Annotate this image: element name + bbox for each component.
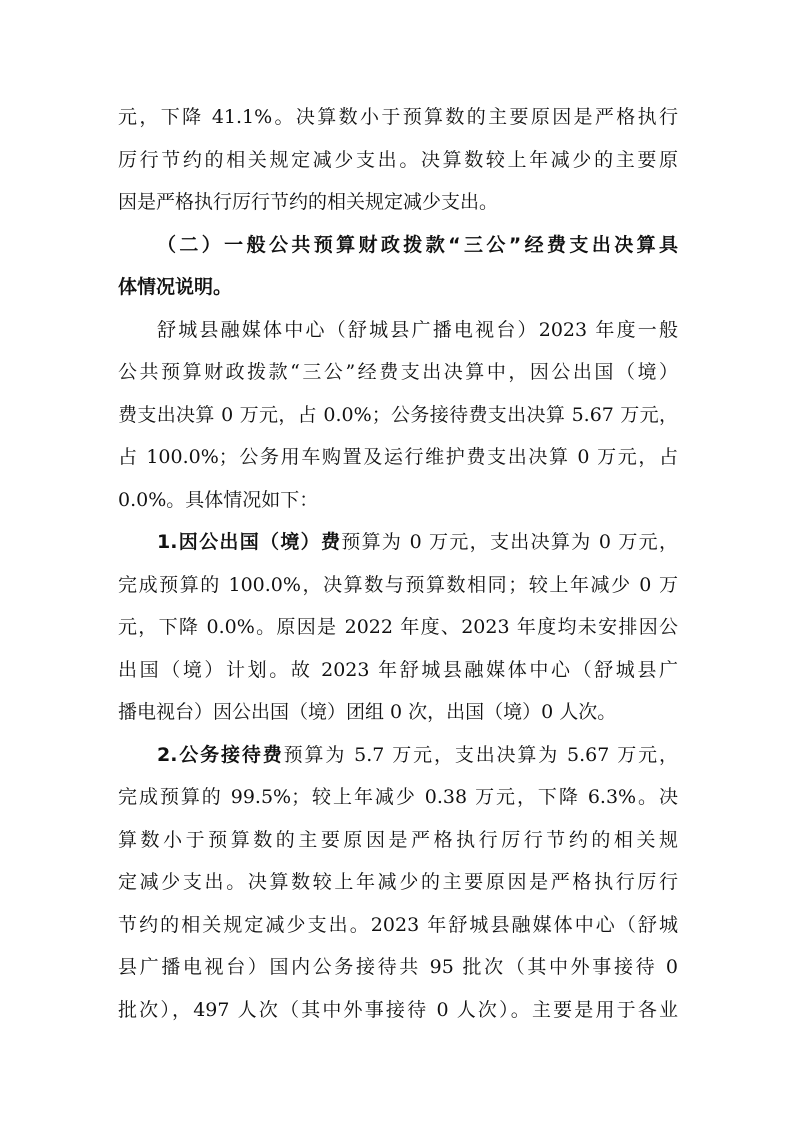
body-text-line: 出国（境）计划。故 2023 年舒城县融媒体中心（舒城县广 bbox=[118, 659, 678, 681]
body-text-line: 节约的相关规定减少支出。2023 年舒城县融媒体中心（舒城 bbox=[118, 914, 678, 936]
body-text-line: 元，下降 0.0%。原因是 2022 年度、2023 年度均未安排因公 bbox=[118, 616, 678, 638]
body-text-line: 元，下降 41.1%。决算数小于预算数的主要原因是严格执行 bbox=[118, 106, 678, 128]
body-text-line: 费支出决算 0 万元，占 0.0%；公务接待费支出决算 5.67 万元， bbox=[118, 404, 678, 426]
item-2-title: 2.公务接待费 bbox=[157, 744, 284, 766]
body-text-line: 县广播电视台）国内公务接待共 95 批次（其中外事接待 0 bbox=[118, 956, 678, 978]
body-text-line: 舒城县融媒体中心（舒城县广播电视台）2023 年度一般 bbox=[157, 319, 678, 341]
body-text-line: 完成预算的 100.0%，决算数与预算数相同；较上年减少 0 万 bbox=[118, 574, 678, 596]
item-2-line bbox=[157, 739, 678, 771]
body-text-line: 0.0%。具体情况如下： bbox=[118, 489, 319, 511]
item-1-line bbox=[157, 526, 678, 558]
section-heading: （二）一般公共预算财政拨款“三公”经费支出决算具 bbox=[157, 234, 678, 256]
body-text-line: 完成预算的 99.5%；较上年减少 0.38 万元，下降 6.3%。决 bbox=[118, 786, 678, 808]
body-text-line: 播电视台）因公出国（境）团组 0 次，出国（境）0 人次。 bbox=[118, 701, 617, 723]
item-1-text: 预算为 0 万元，支出决算为 0 万元， bbox=[341, 531, 678, 553]
body-text-line: 占 100.0%；公务用车购置及运行维护费支出决算 0 万元，占 bbox=[118, 446, 678, 468]
body-text-line: 公共预算财政拨款“三公”经费支出决算中，因公出国（境） bbox=[118, 361, 678, 383]
body-text-line: 算数小于预算数的主要原因是严格执行厉行节约的相关规 bbox=[118, 829, 678, 851]
body-text-line: 定减少支出。决算数较上年减少的主要原因是严格执行厉行 bbox=[118, 871, 678, 893]
body-text-line: 厉行节约的相关规定减少支出。决算数较上年减少的主要原 bbox=[118, 149, 678, 171]
body-text-line: 因是严格执行厉行节约的相关规定减少支出。 bbox=[118, 191, 499, 213]
section-heading-continued: 体情况说明。 bbox=[118, 276, 233, 298]
item-2-text: 预算为 5.7 万元，支出决算为 5.67 万元， bbox=[283, 744, 678, 766]
item-1-title: 1.因公出国（境）费 bbox=[157, 531, 342, 553]
body-text-line: 批次），497 人次（其中外事接待 0 人次）。主要是用于各业 bbox=[118, 999, 678, 1021]
